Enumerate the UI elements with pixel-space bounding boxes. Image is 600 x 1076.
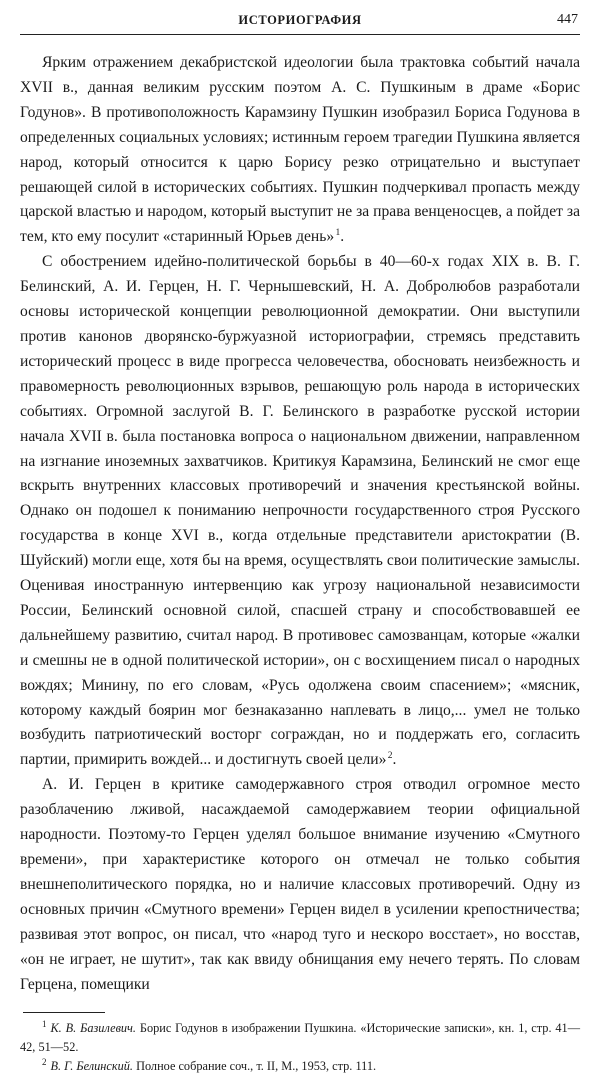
footnote-reference: 1	[335, 228, 341, 239]
paragraph: С обострением идейно-политической борьбы в 40—60-х годах XIX в. В. Г. Белинский, А. И. Герцен, Н. Г. Чернышевский, Н. А. Добролюбов разработали основы исторической концепции революционной демократии. Они выступили против канонов дворянско-буржуазной историографии, стремясь представить исторический процесс в виде прогресса человечества, обосновать неизбежность и правомерность революционных взрывов, решающую роль народа в исторических событиях. Огромной заслугой В. Г. Белинского в разработке русской истории начала XVII в. была постановка вопроса о национальном движении, направленном на изгнание иноземных захватчиков. Критикуя Карамзина, Белинский не смог еще вскрыть внутренних классовых противоречий и значения крестьянской войны. Однако он подошел к пониманию непрочности государственного строя Русского государства в конце XVI в., когда отдельные представители аристократии (В. Шуйский) могли еще, хотя бы на время, осуществлять свои политические замыслы. Оценивая иностранную интервенцию как угрозу национальной независимости России, Белинский основной силой, спасшей страну и способствовавшей ее дальнейшему развитию, считал народ. В противовес самозванцам, которые «жалки и смешны не в одной политической истории», он с восхищением писал о народных вождях; Минину, по его словам, «Русь одолжена своим спасением»; «мясник, которому каждый боярин мог безнаказанно наплевать в лицо,... умел не только возбудить патриотический восторг сограждан, но и поддержать его, согласить партии, примирить вождей... и достигнуть своей цели» $^2$.	[20, 253, 580, 769]
footnote	[20, 1057, 580, 1076]
footnote-text: Борис Годунов в изображении Пушкина. «Исторические записки», кн. 1, стр. 41—42, 51—52.	[20, 1021, 580, 1055]
paragraph-text: С обострением идейно-политической борьбы в 40—60-х годах XIX в. В. Г. Белинский, А. И. Герцен, Н. Г. Чернышевский, Н. А. Добролюбов разработали основы исторической концепции революционной демократии. Они выступили против канонов дворянско-буржуазной историографии, стремясь представить исторический процесс в виде прогресса человечества, обосновать неизбежность и правомерность революционных взрывов, решающую роль народа в исторических событиях. Огромной заслугой В. Г. Белинского в разработке русской истории начала XVII в. была постановка вопроса о национальном движении, направленном на изгнание иноземных захватчиков. Критикуя Карамзина, Белинский не смог еще вскрыть внутренних классовых противоречий и значения крестьянской войны. Однако он подошел к пониманию непрочности государственного строя Русского государства в конце XVI в., когда отдельные представители аристократии (В. Шуйский) могли еще, хотя бы на время, осуществлять свои политические замыслы. Оценивая иностранную интервенцию как угрозу национальной независимости России, Белинский основной силой, спасшей страну и способствовавшей ее дальнейшему развитию, считал народ. В противовес самозванцам, которые «жалки и смешны не в одной политической истории», он с восхищением писал о народных вождях; Минину, по его словам, «Русь одолжена своим спасением»; «мясник, которому каждый боярин мог безнаказанно наплевать в лицо,... умел не только возбудить патриотический восторг сограждан, но и поддержать его, согласить партии, примирить вождей... и достигнуть своей цели»	[20, 253, 580, 769]
footnote-separator	[23, 1012, 105, 1013]
book-page	[20, 10, 580, 1076]
page-number: 447	[557, 12, 578, 27]
paragraph-text: Ярким отражением декабристской идеологии была трактовка событий начала XVII в., данная великим русским поэтом А. С. Пушкиным в драме «Борис Годунов». В противоположность Карамзину Пушкин изобразил Бориса Годунова в определенных социальных условиях; истинным героем трагедии Пушкина является народ, который относится к царю Борису резко отрицательно и выступает решающей силой в исторических событиях. Пушкин подчеркивал пропасть между царской властью и народом, который выступит не за права венценосцев, а пойдет за тем, кто ему посулит «старинный Юрьев день»	[20, 54, 580, 246]
footnote	[20, 1019, 580, 1057]
footnote-mark: 1	[42, 1019, 47, 1030]
paragraph: Ярким отражением декабристской идеологии была трактовка событий начала XVII в., данная великим русским поэтом А. С. Пушкиным в драме «Борис Годунов». В противоположность Карамзину Пушкин изобразил Бориса Годунова в определенных социальных условиях; истинным героем трагедии Пушкина является народ, который относится к царю Борису резко отрицательно и выступает решающей силой в исторических событиях. Пушкин подчеркивал пропасть между царской властью и народом, который выступит не за права венценосцев, а пойдет за тем, кто ему посулит «старинный Юрьев день» $^1$.	[20, 54, 580, 246]
footnote-text: Полное собрание соч., т. II, М., 1953, стр. 111.	[136, 1059, 377, 1074]
paragraph	[20, 773, 580, 997]
main-text	[20, 51, 580, 997]
running-title: ИСТОРИОГРАФИЯ	[238, 13, 362, 27]
footnote-mark: 2	[42, 1057, 47, 1068]
footnote-reference: 2	[387, 751, 393, 762]
paragraph-text: А. И. Герцен в критике самодержавного строя отводил огромное место разоблачению лживой, насаждаемой самодержавием теории официальной народности. Поэтому-то Герцен уделял большое внимание изучению «Смутного времени», при характеристике которого он отмечал не только события внешнеполитического порядка, но и наличие классовых противоречий. Одну из основных причин «Смутного времени» Герцен видел в усилении крепостничества; развивая этот вопрос, он писал, что «народ туго и нескоро восстает», но восстав, «он не играет, не шутит», так как ввиду обнищания ему нечего терять. По словам Герцена, помещики	[20, 776, 580, 993]
running-header	[20, 10, 580, 35]
footnote-author: В. Г. Белинский.	[50, 1059, 133, 1074]
footnotes	[20, 1019, 580, 1076]
footnote-author: К. В. Базилевич.	[50, 1021, 136, 1036]
